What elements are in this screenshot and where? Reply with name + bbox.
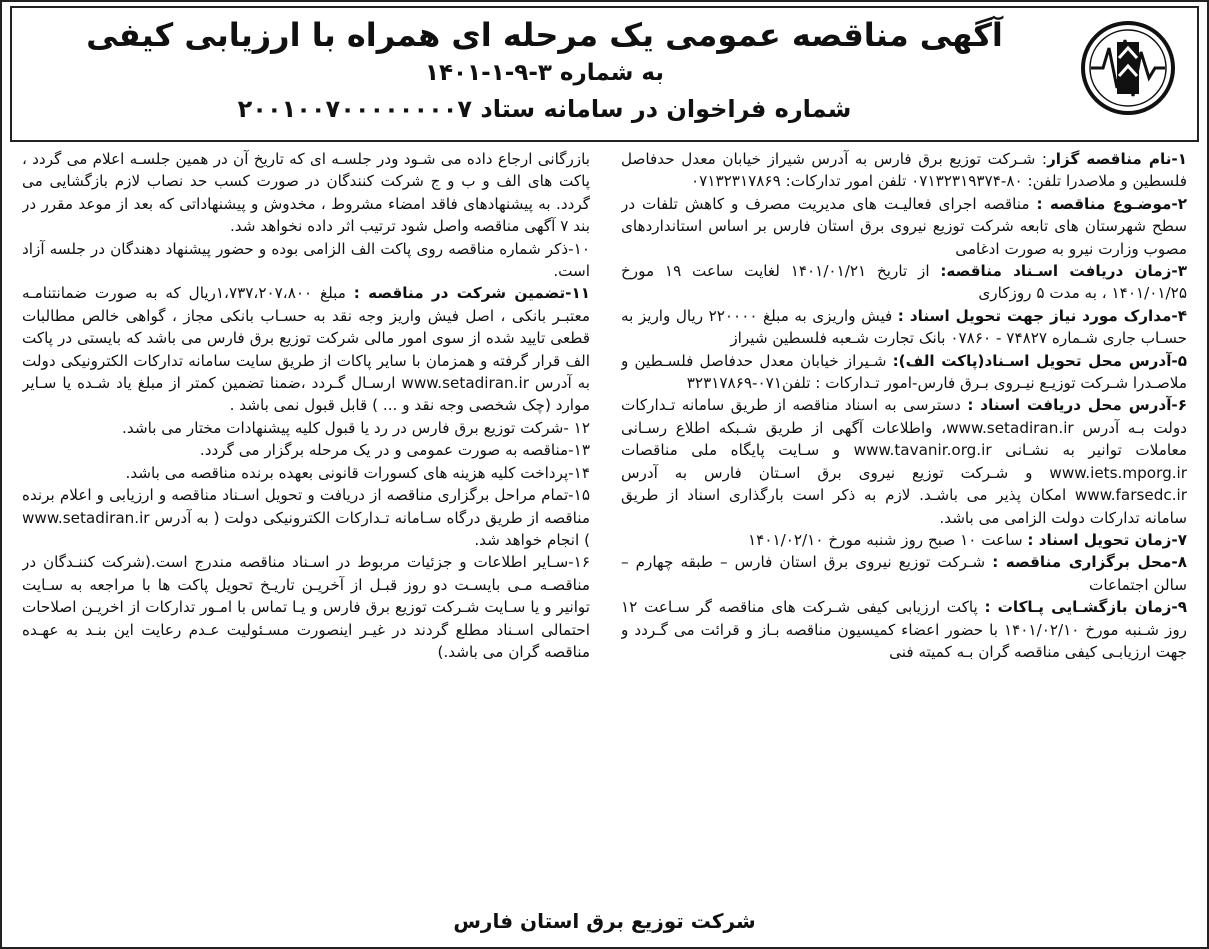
clause-1: ۱-نام مناقصه گزار: شـرکت توزیع برق فارس به آدرس شیراز خیابان معدل حدفاصل فلسطین و ملاصدرا تلفن: ۸۰-۰۷۱۳۲۳۱۹۳۷۴ تلفن امور تدارکات: ۰۷۱۳۲۳۱۷۸۶۹ <box>621 150 1187 191</box>
setad-call-number: شماره فراخوان در سامانه ستاد ۲۰۰۱۰۰۷۰۰۰۰۰۰۰۰۷ <box>237 95 852 123</box>
clause-15: ۱۵-تمام مراحل برگزاری مناقصه از دریافت و تحویل اسـناد مناقصه و ارزیابی و اعلام برنده مناقصه از طریق درگاه سـامانه تـدارکات الکترونیکی دولت ( به آدرس www.setadiran.ir ) انجام خواهد شد. <box>22 486 590 549</box>
clause-14: ۱۴-پرداخت کلیه هزینه های کسورات قانونی بعهده برنده مناقصه می باشد. <box>125 463 590 482</box>
header-text <box>32 14 1057 128</box>
left-column <box>22 148 590 900</box>
clause-16: ۱۶-سـایر اطلاعات و جزئیات مربوط در اسـناد مناقصه مندرج است.(شرکت کننـدگان در مناقصـه مـی بایسـت دو روز قبـل از آخریـن تاریـخ تحویل پاکت ها با مراجعه به سـایت توانیر و یا سـایت شـرکت توزیع برق فارس و یـا تماس با امـور تدارکات از اخریـن اصلاحات احتمالی اسـناد مطلع گردند در غیـر اینصورت مسـئولیت عـدم رعایت این بنـد به عهـده مناقصه گران می باشد.) <box>22 553 590 661</box>
clause-4: ۴-مدارک مورد نیاز جهت تحویل اسناد : فیش واریزی به مبلغ ۲۲۰۰۰۰ ریال واریز به حسـاب جاری شـماره ۷۴۸۲۷ - ۰۷۸۶۰ بانک تجارت شـعبه فلسطین شیراز <box>621 306 1187 348</box>
clause-11: ۱۱-تضمین شرکت در مناقصه : مبلغ ۱،۷۳۷،۲۰۷،۸۰۰ریال که به صورت ضمانتنامـه معتبـر بانکی ، اصل فیش واریز وجه نقد به حسـاب بانکی مجاز ، گواهی خالص مطالبات قطعی تایید شده از سوی امور مالی شرکت توزیع برق فارس می باشد که بایستی در پاکت الف قرار گرفته و همزمان با سایر پاکات از طریق سایت سامانه تدارکات الکترونیکی دولت به آدرس www.setadiran.ir ارسـال گـردد ،ضمنا تضمین کمتر از مبلغ یاد شـده یا سـایر موارد (چک شخصی وجه نقد و ... ) قابل قبول نمی باشد . <box>22 284 590 415</box>
clause-5: ۵-آدرس محل تحویل اسـناد(پاکت الف): شـیراز خیابان معدل حدفاصل فلسـطین و ملاصـدرا شـرکت توزیـع نیـروی بـرق فارس-امور تـدارکات : تلفن۰۷۱-۳۲۳۱۷۸۶۹ <box>621 351 1187 393</box>
clause-8: ۸-محل برگزاری مناقصه : شـرکت توزیع نیروی برق استان فارس – طبقه چهارم – سالن اجتماعات <box>621 553 1187 594</box>
clause-13: ۱۳-مناقصه به صورت عمومی و در یک مرحله برگزار می گردد. <box>199 441 590 460</box>
clause-3: ۳-زمان دریافت اسـناد مناقصه: از تاریخ ۱۴۰۱/۰۱/۲۱ لغایت ساعت ۱۹ مورخ ۱۴۰۱/۰۱/۲۵ ، به مدت ۵ روزکاری <box>621 262 1187 303</box>
clause-9: ۹-زمان بازگشـایی پـاکات : پاکت ارزیابی کیفی شـرکت های مناقصه گر سـاعت ۱۲ روز شـنبه مورخ ۱۴۰۱/۰۲/۱۰ با حضور اعضاء کمیسیون مناقصه بـاز و قرائت می گـردد و جهت ارزیابـی کیفی مناقصه گران بـه کمیته فنی <box>621 598 1187 661</box>
ad-title: آگهی مناقصه عمومی یک مرحله ای همراه با ارزیابی کیفی <box>86 16 1003 54</box>
clause-2: ۲-موضـوع مناقصه : مناقصه اجرای فعالیـت های مدیریت مصرف و کاهش تلفات در سطح شهرستان های تابعه شرکت توزیع نیروی برق استان فارس بر اساس استانداردهای مصوب وزارت نیرو به صورت ادغامی <box>621 194 1187 258</box>
footer-company: شرکت توزیع برق استان فارس <box>453 909 756 933</box>
tender-number: به شماره ۳-۹-۱-۱۴۰۱ <box>424 60 665 86</box>
clause-9-continued: بازرگانی ارجاع داده می شـود ودر جلسـه ای که تاریخ آن در همین جلسـه اعلام می گردد ، پاکت های الف و ب و ج شرکت کنندگان در صورت کسب حد نصاب لازم بازگشایی می گردد. به پیشنهادهای فاقد امضاء مشروط ، مخدوش و پیشنهاداتی که بعد از موعد مقرر در بند ۷ آگهی مناقصه واصل شود ترتیب اثر داده نخواهد شد. <box>22 150 590 236</box>
ad-header <box>10 6 1199 142</box>
power-company-logo-icon <box>1073 18 1183 130</box>
clause-6: ۶-آدرس محل دریافت اسناد : دسترسی به اسناد مناقصه از طریق سامانه تـدارکات دولت بـه آدرس www.setadiran.ir، واطلاعات آگهی از طریق شـبکه اطلاع رسـانی معاملات توانیر به نشـانی www.tavanir.org.ir و سـایت پایگاه ملی مناقصات www.iets.mporg.ir و شـرکت توزیع نیروی برق اسـتان فارس به آدرس www.farsedc.ir امکان پذیر می باشـد. لازم به ذکر است بارگذاری اسناد از طریق سامانه تدارکات دولت الزامی می باشد. <box>621 396 1187 527</box>
clause-12: ۱۲ -شرکت توزیع برق فارس در رد یا قبول کلیه پیشنهادات مختار می باشد. <box>122 418 590 437</box>
clause-10: ۱۰-ذکر شماره مناقصه روی پاکت الف الزامی بوده و حضور پیشنهاد دهندگان در جلسه آزاد است. <box>22 239 590 281</box>
clause-7: ۷-زمان تحویل اسناد : ساعت ۱۰ صبح روز شنبه مورخ ۱۴۰۱/۰۲/۱۰ <box>748 530 1187 549</box>
ad-body <box>10 148 1199 900</box>
right-column <box>621 148 1187 900</box>
